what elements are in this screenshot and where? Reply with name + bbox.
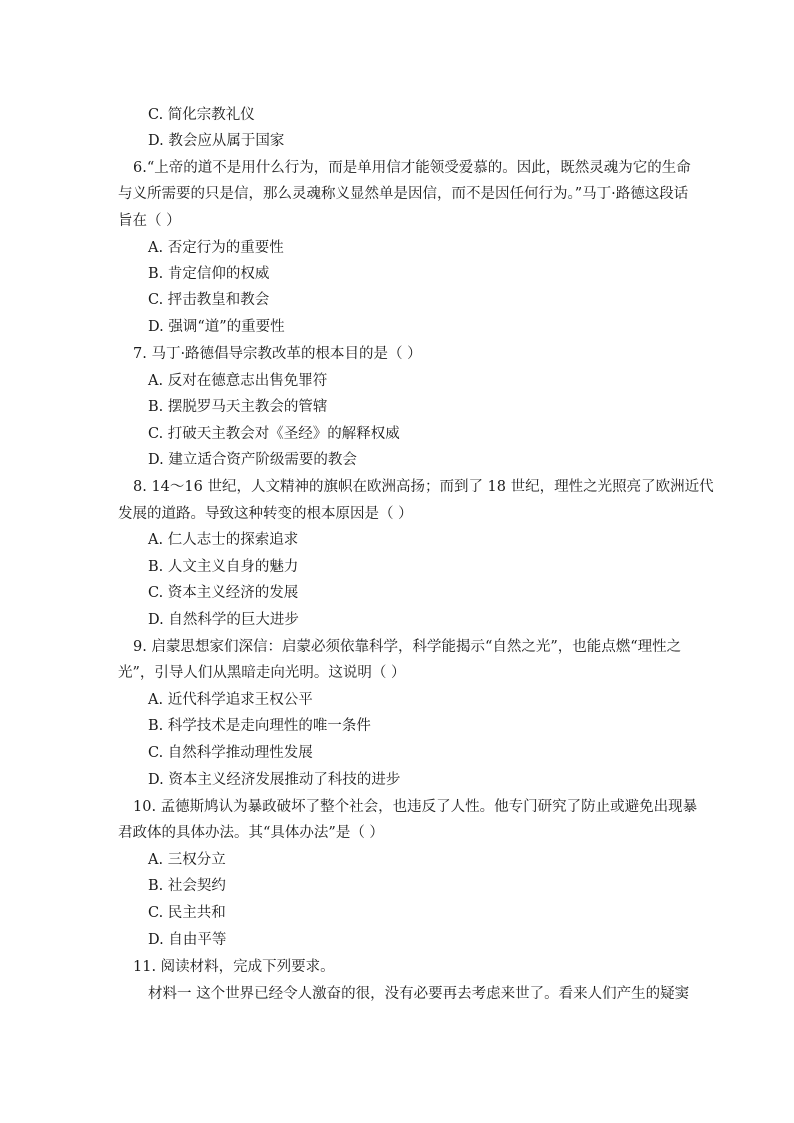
q11-stem-line-1: 11. 阅读材料，完成下列要求。 [133,959,335,975]
q6-option-a: A. 否定行为的重要性 [148,240,284,256]
q10-option-d: D. 自由平等 [148,932,227,948]
q11-material-line: 材料一 这个世界已经令人激奋的很，没有必要再去考虑来世了。看来人们产生的疑窦 [148,986,690,1002]
q6-stem-line-1: 6.“上帝的道不是用什么行为，而是单用信才能领受爱慕的。因此，既然灵魂为它的生命 [133,160,691,176]
q6-option-b: B. 肯定信仰的权威 [148,266,270,282]
q8-option-c: C. 资本主义经济的发展 [148,585,299,601]
q10-option-b: B. 社会契约 [148,878,226,894]
q8-option-b: B. 人文主义自身的魅力 [148,559,299,575]
q7-option-c: C. 打破天主教会对《圣经》的解释权威 [148,426,400,442]
q10-option-a: A. 三权分立 [148,852,226,868]
q9-stem-line-2: 光”，引导人们从黑暗走向光明。这说明（ ） [118,665,406,681]
q5-option-d: D. 教会应从属于国家 [148,133,285,149]
q9-option-c: C. 自然科学推动理性发展 [148,745,313,761]
q6-stem-line-3: 旨在（ ） [118,213,181,229]
q7-option-b: B. 摆脱罗马天主教会的管辖 [148,399,328,415]
q10-option-c: C. 民主共和 [148,905,226,921]
q9-option-b: B. 科学技术是走向理性的唯一条件 [148,718,371,734]
q9-stem-line-1: 9. 启蒙思想家们深信：启蒙必须依靠科学，科学能揭示“自然之光”，也能点燃“理性之 [133,639,682,655]
q9-option-d: D. 资本主义经济发展推动了科技的进步 [148,772,401,788]
q5-option-c: C. 简化宗教礼仪 [148,107,255,123]
q8-option-d: D. 自然科学的巨大进步 [148,612,299,628]
q7-option-a: A. 反对在德意志出售免罪符 [148,373,328,389]
q7-option-d: D. 建立适合资产阶级需要的教会 [148,452,357,468]
q8-stem-line-2: 发展的道路。导致这种转变的根本原因是（ ） [118,506,413,522]
q6-option-c: C. 抨击教皇和教会 [148,292,270,308]
q10-stem-line-1: 10. 孟德斯鸠认为暴政破坏了整个社会，也违反了人性。他专门研究了防止或避免出现暴 [133,799,698,815]
q8-stem-line-1: 8. 14～16 世纪，人文精神的旗帜在欧洲高扬；而到了 18 世纪，理性之光照亮了欧洲近代 [133,479,714,495]
q9-option-a: A. 近代科学追求王权公平 [148,692,313,708]
q6-stem-line-2: 与义所需要的只是信，那么灵魂称义显然单是因信，而不是因任何行为。”马丁·路德这段话 [118,186,689,202]
q6-option-d: D. 强调“道”的重要性 [148,319,285,335]
q10-stem-line-2: 君政体的具体办法。其“具体办法”是（ ） [118,825,384,841]
q8-option-a: A. 仁人志士的探索追求 [148,532,299,548]
q7-stem-line-1: 7. 马丁·路德倡导宗教改革的根本目的是（ ） [133,346,422,362]
